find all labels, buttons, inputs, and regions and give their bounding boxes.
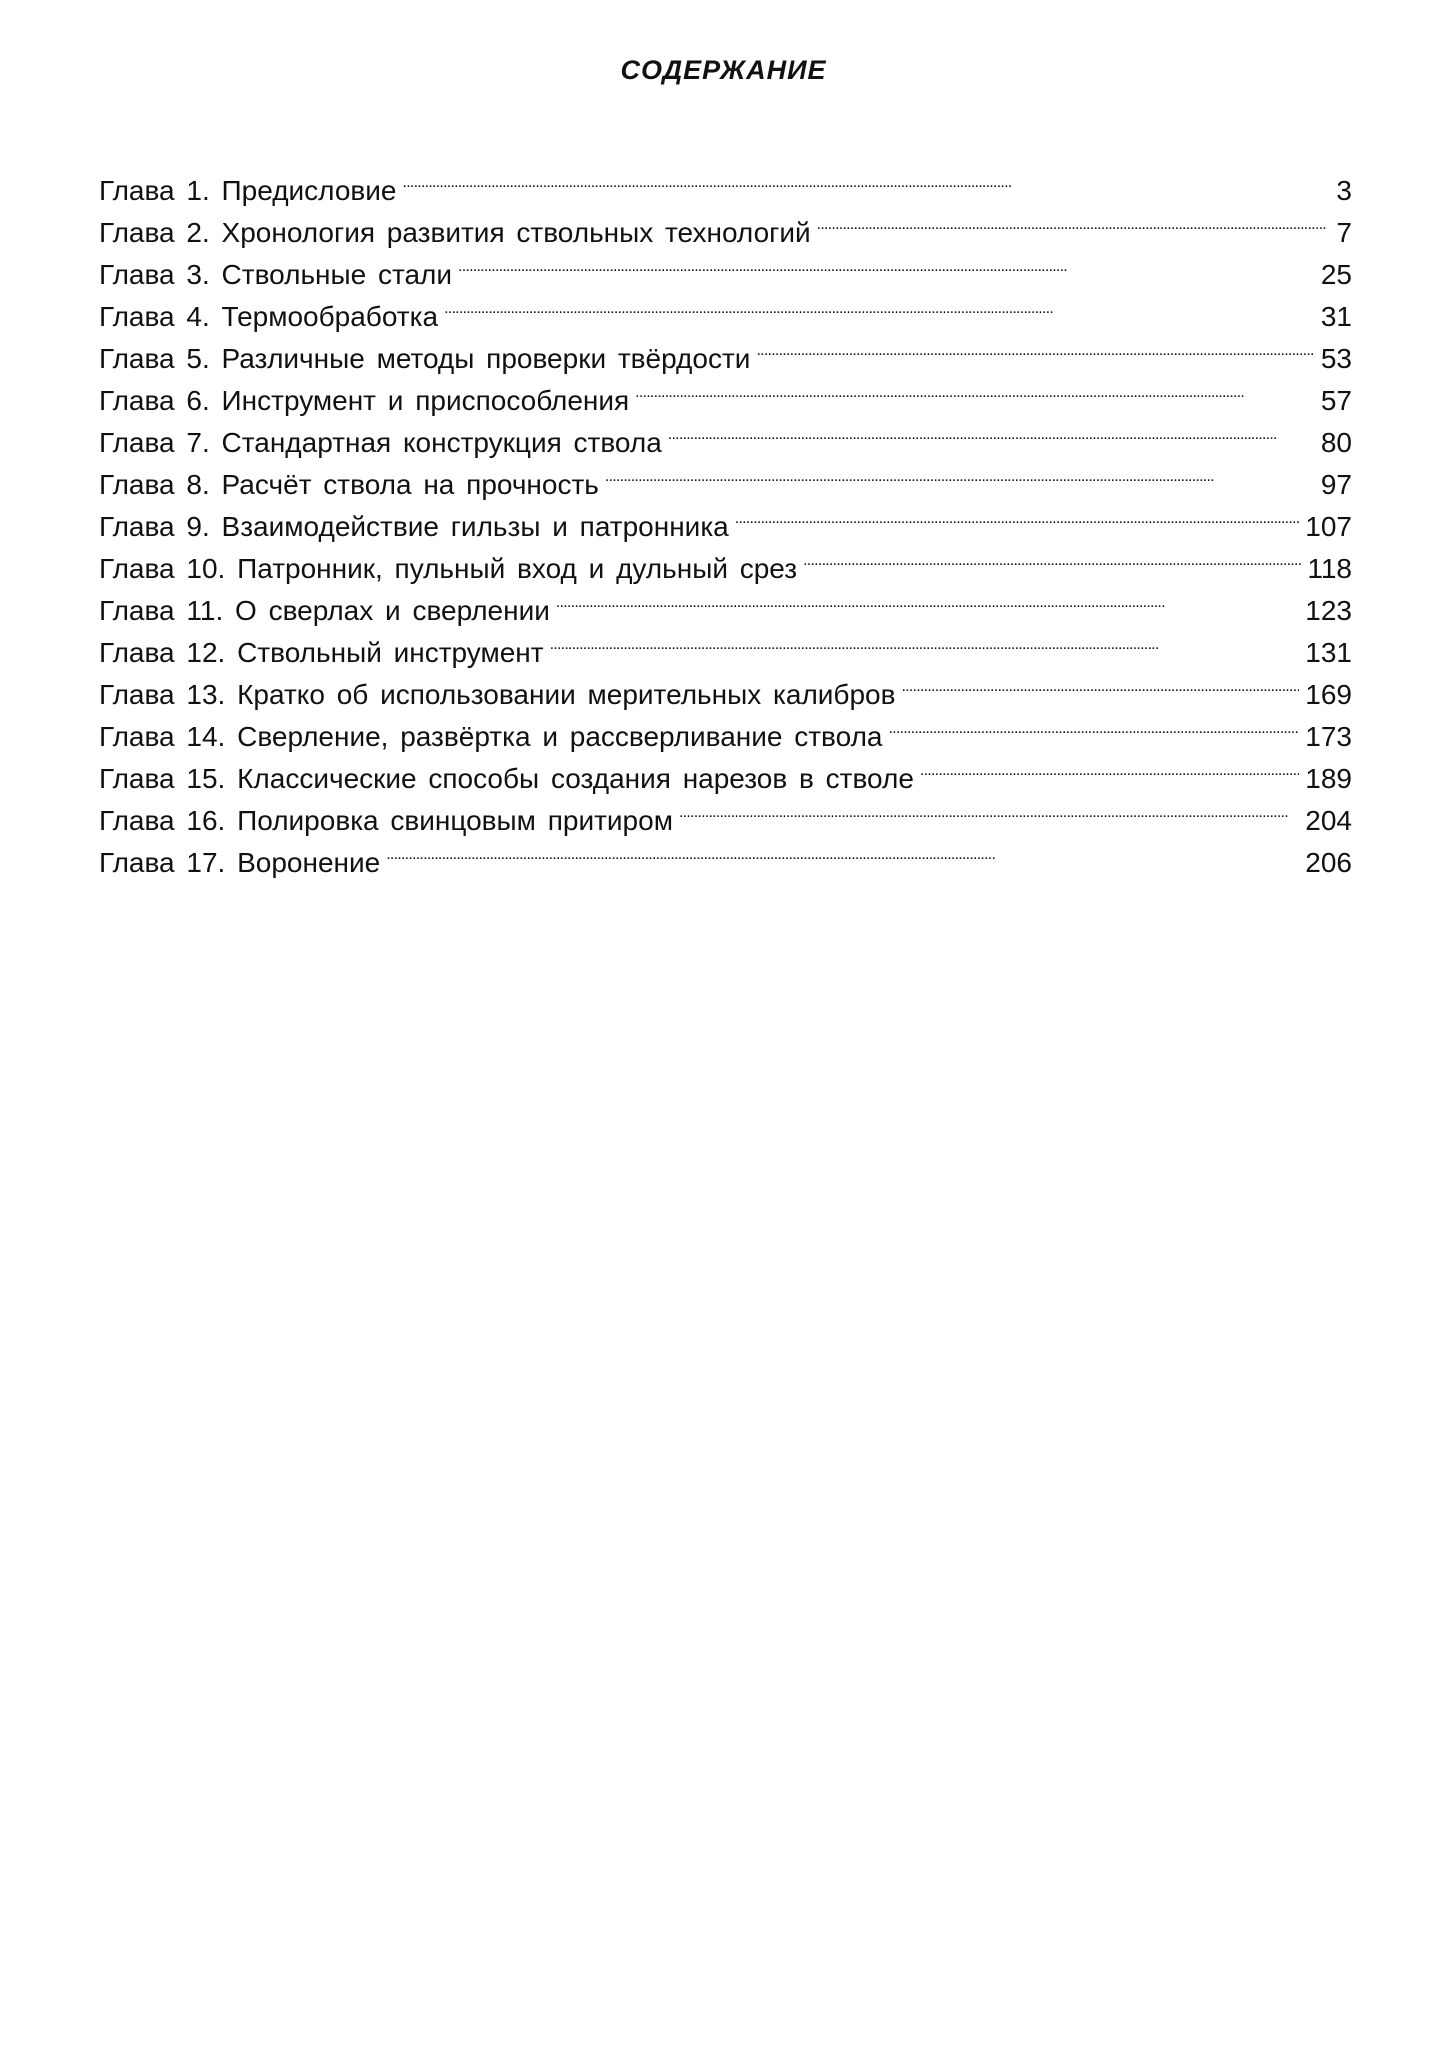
toc-dot-leader: [605, 452, 1315, 494]
toc-entry-label: Глава 4. Термообработка: [99, 301, 439, 332]
toc-entry-page: 189: [1305, 763, 1352, 794]
toc-dot-leader: [888, 704, 1299, 746]
toc-entry-page: 3: [1336, 175, 1352, 206]
toc-entry-label: Глава 11. О сверлах и сверлении: [99, 595, 550, 626]
toc-entry-label: Глава 5. Различные методы проверки твёрдости: [99, 343, 751, 374]
toc-entry-label: Глава 15. Классические способы создания нарезов в стволе: [99, 763, 914, 794]
toc-entry-label: Глава 12. Ствольный инструмент: [99, 637, 544, 668]
toc-entry-page: 206: [1305, 847, 1352, 878]
toc-entry-label: Глава 17. Воронение: [99, 847, 381, 878]
toc-entry-label: Глава 8. Расчёт ствола на прочность: [99, 469, 599, 500]
toc-entry-page: 173: [1305, 721, 1352, 752]
toc-entry-label: Глава 14. Сверление, развёртка и рассверливание ствола: [99, 721, 883, 752]
toc-dot-leader: [679, 788, 1299, 830]
toc-dot-leader: [803, 536, 1301, 578]
toc-entry-page: 7: [1336, 217, 1352, 248]
toc-entry-page: 204: [1305, 805, 1352, 836]
toc-dot-leader: [386, 830, 1299, 872]
toc-entry-label: Глава 10. Патронник, пульный вход и дульный срез: [99, 553, 798, 584]
toc-title: СОДЕРЖАНИЕ: [620, 55, 827, 85]
toc-entry-page: 118: [1307, 553, 1352, 584]
toc-dot-leader: [817, 200, 1326, 242]
toc-entry-label: Глава 3. Ствольные стали: [99, 259, 453, 290]
toc-entry-page: 80: [1320, 427, 1352, 458]
toc-entry-1: [99, 158, 1352, 206]
toc-dot-leader: [458, 242, 1315, 284]
toc-entry-page: 131: [1305, 637, 1352, 668]
toc-entry-label: Глава 2. Хронология развития ствольных технологий: [99, 217, 811, 248]
toc-entry-label: Глава 6. Инструмент и приспособления: [99, 385, 630, 416]
toc-entry-page: 107: [1305, 511, 1352, 542]
toc-dot-leader: [556, 578, 1299, 620]
toc-entry-label: Глава 7. Стандартная конструкция ствола: [99, 427, 662, 458]
toc-entry-page: 53: [1320, 343, 1352, 374]
toc-dot-leader: [403, 158, 1327, 200]
toc-entry-label: Глава 16. Полировка свинцовым притиром: [99, 805, 673, 836]
toc-dot-leader: [735, 494, 1300, 536]
toc-list: [99, 158, 1352, 878]
toc-entry-page: 31: [1320, 301, 1352, 332]
toc-entry-page: 25: [1320, 259, 1352, 290]
toc-dot-leader: [444, 284, 1315, 326]
toc-entry-page: 169: [1305, 679, 1352, 710]
toc-dot-leader: [550, 620, 1300, 662]
toc-entry-page: 123: [1305, 595, 1352, 626]
toc-entry-label: Глава 9. Взаимодействие гильзы и патронника: [99, 511, 729, 542]
toc-entry-label: Глава 13. Кратко об использовании мерительных калибров: [99, 679, 896, 710]
toc-entry-page: 57: [1320, 385, 1352, 416]
toc-dot-leader: [920, 746, 1299, 788]
toc-dot-leader: [901, 662, 1299, 704]
toc-entry-page: 97: [1320, 469, 1352, 500]
toc-dot-leader: [756, 326, 1314, 368]
toc-dot-leader: [635, 368, 1315, 410]
toc-entry-label: Глава 1. Предисловие: [99, 175, 397, 206]
toc-dot-leader: [668, 410, 1315, 452]
